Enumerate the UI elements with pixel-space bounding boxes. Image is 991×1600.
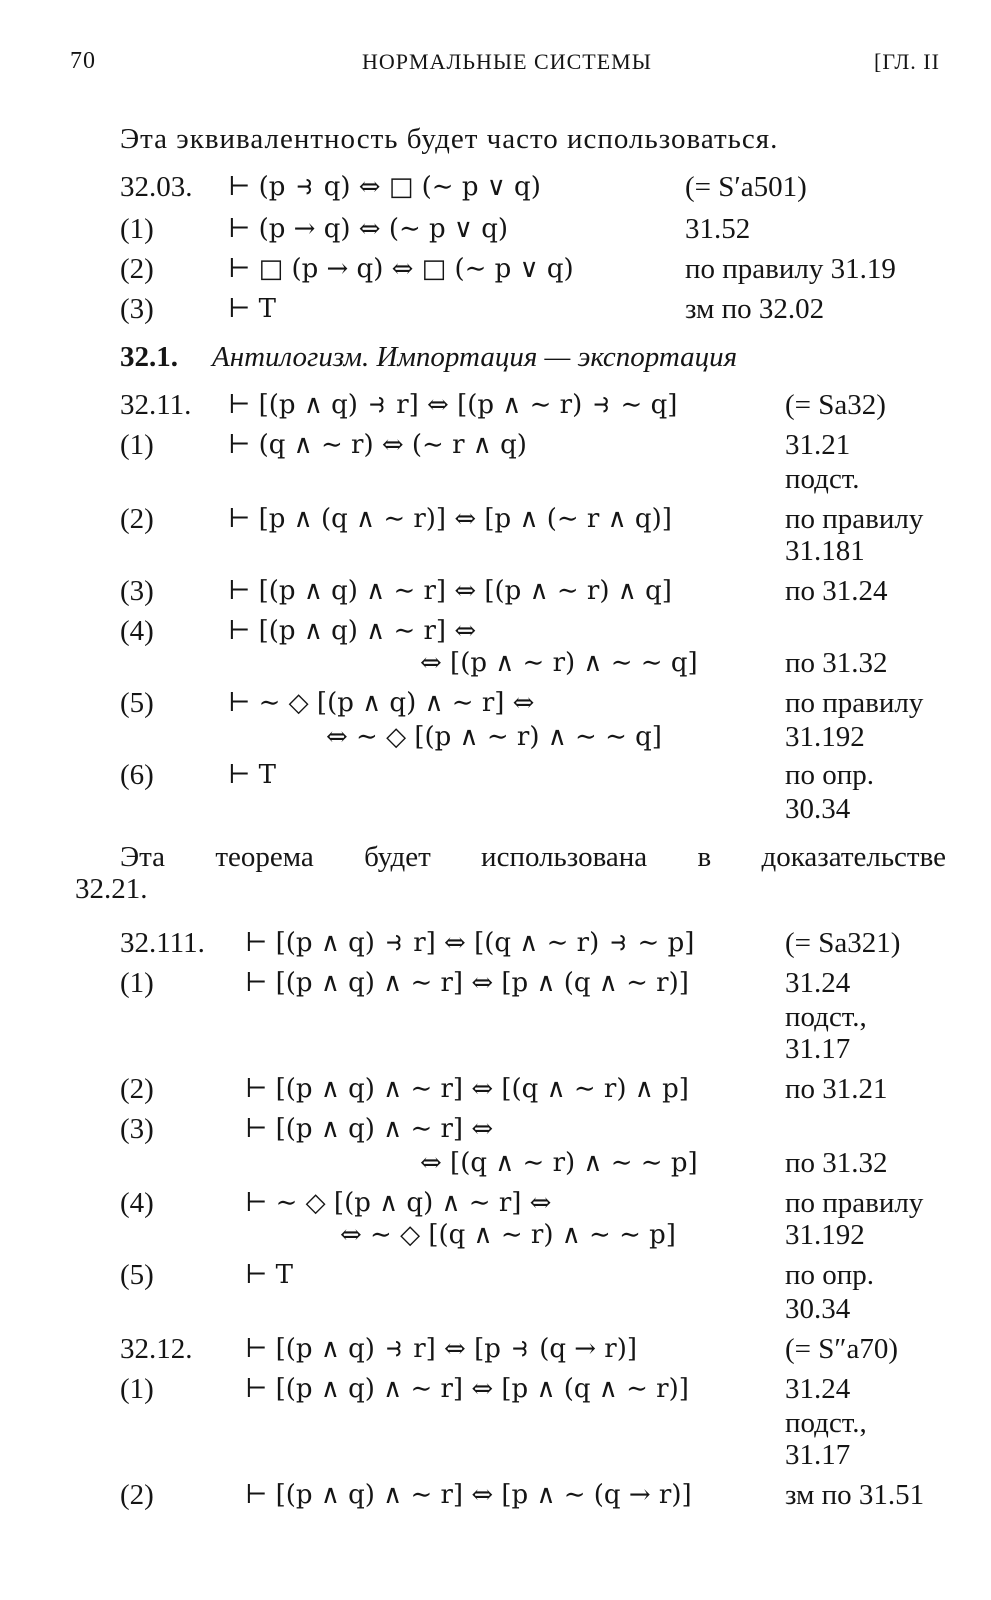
remark-line: 32.21.: [75, 873, 148, 905]
step-number: (1): [120, 967, 154, 999]
step-justification: 31.192: [785, 721, 865, 753]
step-number: (5): [120, 687, 154, 719]
step-formula: ⊢ [(p ∧ q) ∧ ∼ r] ⇔ [p ∧ (q ∧ ∼ r)]: [245, 1374, 689, 1404]
step-number: (2): [120, 1479, 154, 1511]
step-formula: ⊢ T: [228, 294, 276, 324]
theorem-formula: ⊢ [(p ∧ q) ⥽ r] ⇔ [(q ∧ ∼ r) ⥽ ∼ p]: [245, 928, 695, 958]
step-justification: подст.,: [785, 1407, 867, 1439]
running-title: НОРМАЛЬНЫЕ СИСТЕМЫ: [362, 49, 652, 74]
step-justification: зм по 32.02: [685, 293, 825, 325]
step-number: (2): [120, 253, 154, 285]
section-number: 32.1.: [120, 341, 178, 373]
step-number: (3): [120, 293, 154, 325]
step-justification: по правилу: [785, 687, 924, 719]
step-number: (4): [120, 615, 154, 647]
step-formula: ⊢ [(p ∧ q) ∧ ∼ r] ⇔ [p ∧ (q ∧ ∼ r)]: [245, 968, 689, 998]
step-justification: 30.34: [785, 1293, 851, 1325]
step-number: (3): [120, 575, 154, 607]
step-formula: ⊢ (q ∧ ∼ r) ⇔ (∼ r ∧ q): [228, 430, 527, 460]
theorem-reference: (= Sa321): [785, 927, 901, 959]
step-justification: подст.: [785, 463, 860, 495]
step-number: (5): [120, 1259, 154, 1291]
theorem-reference: (= Sa32): [785, 389, 886, 421]
step-number: (2): [120, 503, 154, 535]
step-number: (6): [120, 759, 154, 791]
theorem-reference: (= S″a70): [785, 1333, 898, 1365]
step-justification: по правилу: [785, 503, 924, 535]
step-number: (2): [120, 1073, 154, 1105]
theorem-label: 32.03.: [120, 171, 193, 203]
theorem-label: 32.11.: [120, 389, 192, 421]
step-formula-continuation: ⇔ [(p ∧ ∼ r) ∧ ∼ ∼ q]: [420, 648, 698, 678]
step-formula-continuation: ⇔ [(q ∧ ∼ r) ∧ ∼ ∼ p]: [420, 1148, 698, 1178]
step-formula: ⊢ [(p ∧ q) ∧ ∼ r] ⇔ [(p ∧ ∼ r) ∧ q]: [228, 576, 672, 606]
step-justification: 31.21: [785, 429, 851, 461]
section-title: Антилогизм. Импортация — экспортация: [212, 341, 738, 373]
intro-sentence: Эта эквивалентность будет часто использоваться.: [120, 123, 779, 155]
step-justification: 30.34: [785, 793, 851, 825]
step-formula: ⊢ [(p ∧ q) ∧ ∼ r] ⇔ [p ∧ ∼ (q → r)]: [245, 1480, 692, 1510]
theorem-formula: ⊢ (p ⥽ q) ⇔ □ (∼ p ∨ q): [228, 172, 541, 202]
step-number: (1): [120, 429, 154, 461]
step-justification: по 31.32: [785, 1147, 888, 1179]
step-formula: ⊢ [p ∧ (q ∧ ∼ r)] ⇔ [p ∧ (∼ r ∧ q)]: [228, 504, 672, 534]
step-formula-continuation: ⇔ ∼ ◇ [(p ∧ ∼ r) ∧ ∼ ∼ q]: [326, 722, 662, 752]
step-justification: по 31.21: [785, 1073, 888, 1105]
step-justification: 31.181: [785, 535, 865, 567]
step-justification: подст.,: [785, 1001, 867, 1033]
step-justification: по правилу 31.19: [685, 253, 896, 285]
step-justification: зм по 31.51: [785, 1479, 925, 1511]
step-formula: ⊢ T: [245, 1260, 293, 1290]
remark-line: Эта теорема будет использована в доказательстве: [120, 841, 946, 873]
step-justification: 31.24: [785, 967, 851, 999]
step-number: (3): [120, 1113, 154, 1145]
theorem-label: 32.12.: [120, 1333, 193, 1365]
step-number: (4): [120, 1187, 154, 1219]
step-justification: по опр.: [785, 759, 875, 791]
page-number: 70: [70, 48, 96, 74]
step-formula: ⊢ [(p ∧ q) ∧ ∼ r] ⇔ [(q ∧ ∼ r) ∧ p]: [245, 1074, 689, 1104]
step-formula: ⊢ ∼ ◇ [(p ∧ q) ∧ ∼ r] ⇔: [228, 688, 535, 718]
step-formula-continuation: ⇔ ∼ ◇ [(q ∧ ∼ r) ∧ ∼ ∼ p]: [340, 1220, 676, 1250]
step-formula: ⊢ [(p ∧ q) ∧ ∼ r] ⇔: [245, 1114, 494, 1144]
step-formula: ⊢ (p → q) ⇔ (∼ p ∨ q): [228, 214, 509, 244]
step-justification: по опр.: [785, 1259, 875, 1291]
step-justification: по 31.24: [785, 575, 888, 607]
step-justification: 31.52: [685, 213, 751, 245]
step-formula: ⊢ ∼ ◇ [(p ∧ q) ∧ ∼ r] ⇔: [245, 1188, 552, 1218]
theorem-formula: ⊢ [(p ∧ q) ⥽ r] ⇔ [(p ∧ ∼ r) ⥽ ∼ q]: [228, 390, 678, 420]
step-number: (1): [120, 1373, 154, 1405]
theorem-reference: (= S′a501): [685, 171, 807, 203]
step-justification: по правилу: [785, 1187, 924, 1219]
chapter-label: [ГЛ. II: [874, 49, 940, 74]
step-formula: ⊢ T: [228, 760, 276, 790]
theorem-label: 32.111.: [120, 927, 205, 959]
step-justification: 31.17: [785, 1439, 851, 1471]
step-justification: 31.24: [785, 1373, 851, 1405]
step-number: (1): [120, 213, 154, 245]
step-justification: по 31.32: [785, 647, 888, 679]
theorem-formula: ⊢ [(p ∧ q) ⥽ r] ⇔ [p ⥽ (q → r)]: [245, 1334, 638, 1364]
step-justification: 31.192: [785, 1219, 865, 1251]
step-formula: ⊢ □ (p → q) ⇔ □ (∼ p ∨ q): [228, 254, 574, 284]
step-formula: ⊢ [(p ∧ q) ∧ ∼ r] ⇔: [228, 616, 477, 646]
step-justification: 31.17: [785, 1033, 851, 1065]
